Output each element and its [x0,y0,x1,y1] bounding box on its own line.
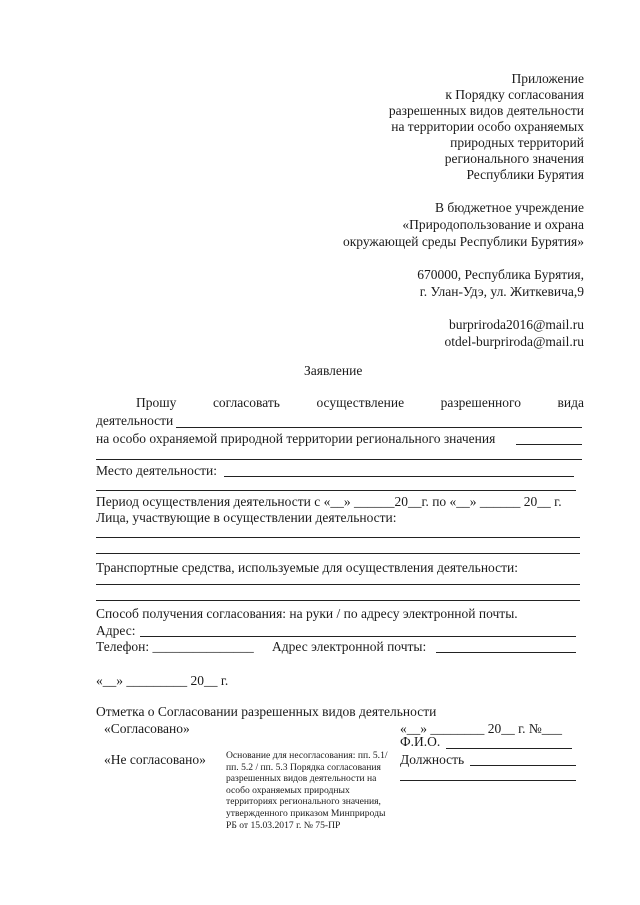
persons-field-line-2[interactable] [96,553,580,554]
territory-field-line[interactable] [516,444,582,445]
recipient-address-2: г. Улан-Удэ, ул. Житкевича,9 [419,284,584,299]
rejection-reason: Основание для несогласования: пп. 5.1/ пп. 5.2 / пп. 5.3 Порядка согласования разрешенных видов деятельности на особо охраняемых природных территориях регионального значения, утвержденного приказом Минприроды РБ от 15.03.2017 г. № 75-ПР [226,750,388,831]
email-label: Адрес электронной почты: [272,639,427,654]
fio-field-line[interactable] [446,748,572,749]
application-date: «__» _________ 20__ г. [96,673,229,688]
address-field-line[interactable] [140,636,576,637]
place-field-line-2[interactable] [96,490,576,491]
transport-field-line-2[interactable] [96,600,580,601]
position-field-line-2[interactable] [400,780,576,781]
appendix-line-1: Приложение [511,71,584,86]
place-field-line[interactable] [224,476,574,477]
rejected-label: «Не согласовано» [104,752,206,767]
recipient-line-2: «Природопользование и охрана [402,217,584,232]
period-line: Период осуществления деятельности с «__» ______20__г. по «__» ______ 20__ г. [96,494,562,509]
activity-label: деятельности [96,413,174,428]
request-word-1: Прошу [136,395,177,410]
persons-label: Лица, участвующие в осуществлении деятельности: [96,510,397,525]
request-word-5: вида [557,395,584,410]
appendix-line-3: разрешенных видов деятельности [388,103,584,118]
request-word-2: согласовать [212,395,280,410]
appendix-line-6: регионального значения [444,151,584,166]
position-label: Должность [400,752,465,767]
method-line: Способ получения согласования: на руки / по адресу электронной почты. [96,606,518,621]
page-title: Заявление [304,363,363,378]
recipient-email-1: burpriroda2016@mail.ru [448,317,584,332]
position-field-line[interactable] [470,765,576,766]
appendix-line-7: Республики Бурятия [466,167,584,182]
recipient-line-1: В бюджетное учреждение [435,200,584,215]
place-label: Место деятельности: [96,463,218,478]
transport-label: Транспортные средства, используемые для осуществления деятельности: [96,560,519,575]
appendix-line-5: природных территорий [450,135,584,150]
phone-label: Телефон: _______________ [96,639,254,654]
recipient-email-2: otdel-burpriroda@mail.ru [444,334,584,349]
email-field-line[interactable] [436,652,576,653]
recipient-line-3: окружающей среды Республики Бурятия» [342,234,584,249]
activity-field-line[interactable] [176,427,582,428]
transport-field-line-1[interactable] [96,584,580,585]
request-word-4: разрешенного [440,395,521,410]
approval-date-number: «__» ________ 20__ г. №___ [400,721,563,736]
territory-field-line-2[interactable] [96,459,582,460]
request-word-3: осуществление [316,395,405,410]
approved-label: «Согласовано» [104,721,190,736]
territory-label: на особо охраняемой природной территории регионального значения [96,431,496,446]
request-line [136,395,584,411]
address-label: Адрес: [96,623,136,638]
persons-field-line-1[interactable] [96,537,580,538]
fio-label: Ф.И.О. [400,734,441,749]
approval-heading: Отметка о Согласовании разрешенных видов деятельности [96,704,437,719]
appendix-line-2: к Порядку согласования [445,87,584,102]
appendix-line-4: на территории особо охраняемых [391,119,584,134]
recipient-address-1: 670000, Республика Бурятия, [417,267,584,282]
